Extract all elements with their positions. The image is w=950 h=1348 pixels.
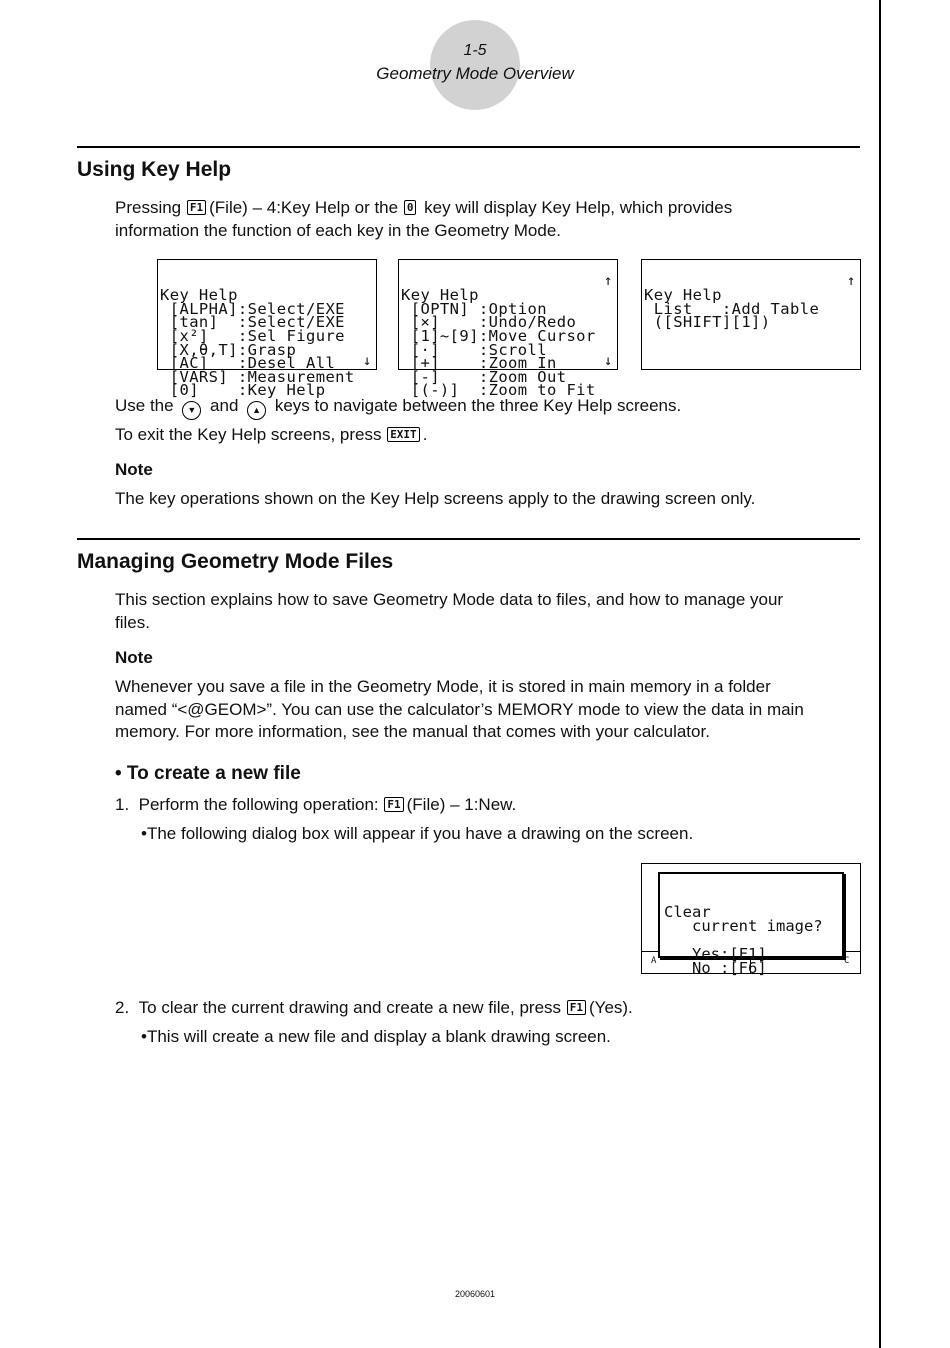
- point-label-a: A: [651, 956, 657, 966]
- exit-key-icon: EXIT: [387, 427, 420, 442]
- key-help-screen-2: Key Help [OPTN] :Option [×] :Undo/Redo [1]~[9]:Move Cursor [·] :Scroll [+] :Zoom In [-] :Zoom Out [(-)] :Zoom to Fit ↑ ↓: [398, 259, 618, 370]
- step-1-note: •The following dialog box will appear if you have a drawing on the screen.: [141, 824, 694, 843]
- key-help-exit-text: To exit the Key Help screens, press EXIT .: [115, 425, 428, 444]
- scroll-up-arrow-icon: ↑: [847, 273, 856, 289]
- key-help-nav-text: Use the ▼ and ▲ keys to navigate between the three Key Help screens.: [115, 395, 855, 420]
- step-2: 2. To clear the current drawing and create a new file, press F1 (Yes).: [115, 998, 633, 1017]
- section-title-key-help: Using Key Help: [77, 158, 232, 181]
- down-cursor-key-icon: ▼: [182, 401, 201, 420]
- clear-image-dialog-screen: [641, 863, 861, 977]
- scroll-down-arrow-icon: ↓: [604, 353, 613, 369]
- section-title-managing-files: Managing Geometry Mode Files: [77, 550, 394, 573]
- point-label-c: C: [844, 956, 850, 966]
- section-divider: [77, 146, 860, 148]
- scroll-down-arrow-icon: ↓: [363, 353, 372, 369]
- note-label: Note: [115, 460, 153, 479]
- subheading-create-new-file: • To create a new file: [115, 763, 301, 784]
- managing-files-note-text: Whenever you save a file in the Geometry Mode, it is stored in main memory in a folder named “<@GEOM>”. You can use the calculator’s MEMORY mode to view the data in main memory. For more information, see the manual that comes with your calculator.: [115, 677, 804, 741]
- f1-key-icon: F1: [384, 797, 403, 812]
- key-help-screen-1: Key Help [ALPHA]:Select/EXE [tan] :Select/EXE [x²] :Sel Figure [X,θ,T]:Grasp [AC] :Desel All [VARS] :Measurement [0] :Key Help ↓: [157, 259, 377, 370]
- note-label: Note: [115, 648, 153, 667]
- clear-image-dialog: Clear current image? Yes:[F1] No :[F6]: [658, 872, 844, 958]
- key-help-screen-3: Key Help List :Add Table ([SHIFT][1]) ↑: [641, 259, 861, 370]
- f1-key-icon: F1: [567, 1000, 586, 1015]
- section-divider: [77, 538, 860, 540]
- page-right-rule: [879, 0, 881, 1348]
- step-2-note: •This will create a new file and display a blank drawing screen.: [141, 1027, 611, 1046]
- up-cursor-key-icon: ▲: [247, 401, 266, 420]
- step-1: 1. Perform the following operation: F1 (File) – 1:New.: [115, 795, 517, 814]
- key-help-note-text: The key operations shown on the Key Help screens apply to the drawing screen only.: [115, 489, 756, 508]
- key-help-intro: Pressing F1 (File) – 4:Key Help or the 0 key will display Key Help, which provides information the function of each key in the Geometry Mode.: [115, 198, 733, 240]
- zero-key-icon: 0: [404, 200, 417, 215]
- scroll-up-arrow-icon: ↑: [604, 273, 613, 289]
- page-number: 1-5: [463, 42, 487, 59]
- f1-key-icon: F1: [187, 200, 206, 215]
- managing-files-intro: This section explains how to save Geometry Mode data to files, and how to manage your files.: [115, 590, 784, 632]
- page-header-title: Geometry Mode Overview: [376, 64, 574, 83]
- footer-code: 20060601: [454, 1289, 496, 1299]
